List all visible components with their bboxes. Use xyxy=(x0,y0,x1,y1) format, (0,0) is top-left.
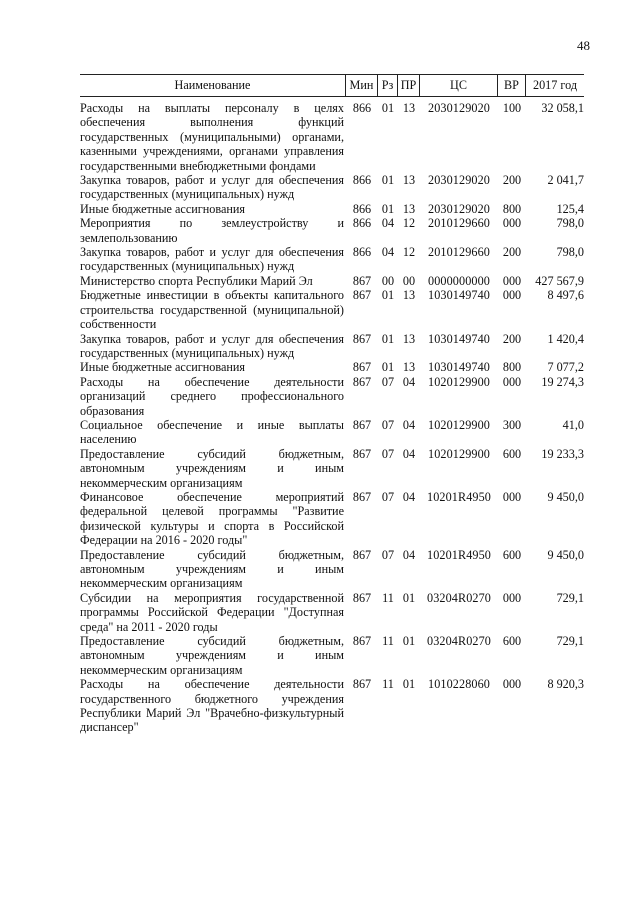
row-sum: 9 450,0 xyxy=(547,547,584,562)
row-cs: 2010129660 xyxy=(428,245,490,260)
row-sum: 2 041,7 xyxy=(547,173,584,188)
table-row xyxy=(80,202,584,216)
row-rz: 07 xyxy=(381,489,395,504)
row-sum: 1 420,4 xyxy=(547,331,584,346)
row-vr: 200 xyxy=(502,245,522,260)
row-min: 866 xyxy=(352,245,372,260)
table-row xyxy=(80,274,584,288)
row-pr: 04 xyxy=(402,417,416,432)
row-rz: 07 xyxy=(381,374,395,389)
row-cs: 1020129900 xyxy=(428,374,490,389)
row-min: 867 xyxy=(352,446,372,461)
table-body xyxy=(80,101,584,735)
row-rz: 01 xyxy=(381,288,395,303)
row-name: Предоставление субсидий бюджетным, автономным учреждениям и иным некоммерческим организациям xyxy=(80,547,344,591)
row-cs: 10201R4950 xyxy=(427,547,491,562)
row-name: Закупка товаров, работ и услуг для обеспечения государственных (муниципальных) нужд xyxy=(80,331,344,360)
row-rz: 00 xyxy=(381,273,395,288)
row-vr: 200 xyxy=(502,331,522,346)
row-sum: 19 233,3 xyxy=(541,446,584,461)
row-name: Субсидии на мероприятия государственной программы Российской Федерации "Доступная среда" на 2011 - 2020 годы xyxy=(80,590,344,634)
row-pr: 12 xyxy=(402,245,416,260)
row-min: 867 xyxy=(352,331,372,346)
row-name: Иные бюджетные ассигнования xyxy=(80,360,246,375)
row-sum: 798,0 xyxy=(556,216,584,231)
table-row xyxy=(80,173,584,202)
table-row xyxy=(80,447,584,490)
table-row xyxy=(80,332,584,361)
table-row xyxy=(80,360,584,374)
row-name: Закупка товаров, работ и услуг для обеспечения государственных (муниципальных) нужд xyxy=(80,245,344,274)
row-sum: 8 920,3 xyxy=(547,677,584,692)
row-cs: 1030149740 xyxy=(428,360,490,375)
row-min: 867 xyxy=(352,634,372,649)
row-name: Бюджетные инвестиции в объекты капитального строительства государственной (муниципальной) собственности xyxy=(80,288,344,332)
row-cs: 1030149740 xyxy=(428,288,490,303)
header-cs: ЦС xyxy=(420,75,498,96)
row-min: 866 xyxy=(352,216,372,231)
table-row xyxy=(80,591,584,634)
row-pr: 13 xyxy=(402,101,416,115)
row-cs: 1020129900 xyxy=(428,417,490,432)
header-vr: ВР xyxy=(498,75,526,96)
row-cs: 1030149740 xyxy=(428,331,490,346)
row-cs: 10201R4950 xyxy=(427,489,491,504)
row-pr: 01 xyxy=(402,634,416,649)
row-name: Социальное обеспечение и иные выплаты населению xyxy=(80,417,344,447)
row-vr: 200 xyxy=(502,173,522,188)
row-vr: 300 xyxy=(502,417,522,432)
row-min: 866 xyxy=(352,201,372,216)
row-name: Иные бюджетные ассигнования xyxy=(80,201,246,216)
row-sum: 729,1 xyxy=(556,590,584,605)
row-pr: 13 xyxy=(402,173,416,188)
row-sum: 729,1 xyxy=(556,634,584,649)
row-vr: 600 xyxy=(502,446,522,461)
header-min: Мин xyxy=(346,75,378,96)
row-sum: 19 274,3 xyxy=(541,374,584,389)
table-row xyxy=(80,677,584,735)
row-rz: 07 xyxy=(381,446,395,461)
row-sum: 427 567,9 xyxy=(535,273,584,288)
row-min: 867 xyxy=(352,360,372,375)
row-cs: 2030129020 xyxy=(428,173,490,188)
row-sum: 41,0 xyxy=(562,417,584,432)
header-sum: 2017 год xyxy=(532,78,578,92)
row-name: Предоставление субсидий бюджетным, автономным учреждениям и иным некоммерческим организациям xyxy=(80,634,344,677)
row-pr: 04 xyxy=(402,374,416,389)
row-rz: 04 xyxy=(381,216,395,231)
row-rz: 01 xyxy=(381,101,395,115)
row-name: Министерство спорта Республики Марий Эл xyxy=(80,273,313,288)
row-rz: 01 xyxy=(381,201,395,216)
row-rz: 11 xyxy=(382,590,394,605)
row-name: Мероприятия по землеустройству и землепользованию xyxy=(80,216,344,245)
row-pr: 13 xyxy=(402,288,416,303)
row-vr: 000 xyxy=(502,677,522,692)
table-row xyxy=(80,375,584,418)
row-vr: 800 xyxy=(502,360,522,375)
row-vr: 600 xyxy=(502,634,522,649)
table-row xyxy=(80,101,584,173)
table-header xyxy=(80,75,584,96)
row-min: 867 xyxy=(352,374,372,389)
table-row xyxy=(80,418,584,447)
row-name: Расходы на обеспечение деятельности государственного бюджетного учреждения Республики Марий Эл "Врачебно-физкультурный диспансер" xyxy=(80,677,344,735)
row-min: 866 xyxy=(352,101,372,115)
header-pr: ПР xyxy=(398,75,420,96)
row-rz: 01 xyxy=(381,173,395,188)
row-name: Расходы на обеспечение деятельности организаций среднего профессионального образования xyxy=(80,374,344,418)
row-vr: 000 xyxy=(502,216,522,231)
row-vr: 000 xyxy=(502,374,522,389)
row-rz: 11 xyxy=(382,634,394,649)
row-sum: 8 497,6 xyxy=(547,288,584,303)
row-pr: 04 xyxy=(402,446,416,461)
row-sum: 32 058,1 xyxy=(541,101,584,115)
row-cs: 2030129020 xyxy=(428,101,490,115)
table-row xyxy=(80,216,584,245)
row-cs: 1010228060 xyxy=(428,677,490,692)
row-pr: 01 xyxy=(402,590,416,605)
header-rule-bottom xyxy=(80,96,584,97)
row-cs: 2030129020 xyxy=(428,201,490,216)
row-name: Закупка товаров, работ и услуг для обеспечения государственных (муниципальных) нужд xyxy=(80,173,344,202)
row-sum: 798,0 xyxy=(556,245,584,260)
row-min: 867 xyxy=(352,590,372,605)
row-name: Финансовое обеспечение мероприятий федеральной целевой программы "Развитие физической культуры и спорта в Российской Федерации на 2016 - 2020 годы" xyxy=(80,489,344,548)
row-min: 867 xyxy=(352,547,372,562)
row-rz: 07 xyxy=(381,547,395,562)
row-pr: 01 xyxy=(402,677,416,692)
row-pr: 12 xyxy=(402,216,416,231)
row-min: 867 xyxy=(352,677,372,692)
row-sum: 9 450,0 xyxy=(547,489,584,504)
row-min: 867 xyxy=(352,273,372,288)
row-vr: 000 xyxy=(502,273,522,288)
row-vr: 000 xyxy=(502,288,522,303)
header-rz: Рз xyxy=(378,75,398,96)
row-cs: 03204R0270 xyxy=(427,590,491,605)
row-pr: 13 xyxy=(402,201,416,216)
row-min: 867 xyxy=(352,288,372,303)
table-row xyxy=(80,288,584,331)
row-cs: 0000000000 xyxy=(428,273,490,288)
row-rz: 01 xyxy=(381,360,395,375)
row-vr: 000 xyxy=(502,590,522,605)
row-cs: 2010129660 xyxy=(428,216,490,231)
table-row xyxy=(80,490,584,548)
row-vr: 000 xyxy=(502,489,522,504)
row-cs: 1020129900 xyxy=(428,446,490,461)
row-min: 867 xyxy=(352,489,372,504)
row-pr: 13 xyxy=(402,360,416,375)
row-name: Расходы на выплаты персоналу в целях обеспечения выполнения функций государственных (муниципальными) органами, казенными учреждениями, органами управления государственными внебюджетными фондами xyxy=(80,101,344,173)
row-rz: 11 xyxy=(382,677,394,692)
row-cs: 03204R0270 xyxy=(427,634,491,649)
row-pr: 13 xyxy=(402,331,416,346)
row-pr: 04 xyxy=(402,547,416,562)
row-pr: 00 xyxy=(402,273,416,288)
table-row xyxy=(80,634,584,677)
row-min: 867 xyxy=(352,417,372,432)
row-vr: 600 xyxy=(502,547,522,562)
page-number: 48 xyxy=(577,38,590,53)
header-name: Наименование xyxy=(80,75,346,96)
row-min: 866 xyxy=(352,173,372,188)
row-sum: 125,4 xyxy=(556,201,584,216)
table-row xyxy=(80,548,584,591)
row-rz: 07 xyxy=(381,417,395,432)
row-sum: 7 077,2 xyxy=(547,360,584,375)
row-rz: 04 xyxy=(381,245,395,260)
row-vr: 100 xyxy=(502,101,522,115)
row-pr: 04 xyxy=(402,489,416,504)
row-name: Предоставление субсидий бюджетным, автономным учреждениям и иным некоммерческим организациям xyxy=(80,446,344,490)
table-row xyxy=(80,245,584,274)
row-rz: 01 xyxy=(381,331,395,346)
row-vr: 800 xyxy=(502,201,522,216)
